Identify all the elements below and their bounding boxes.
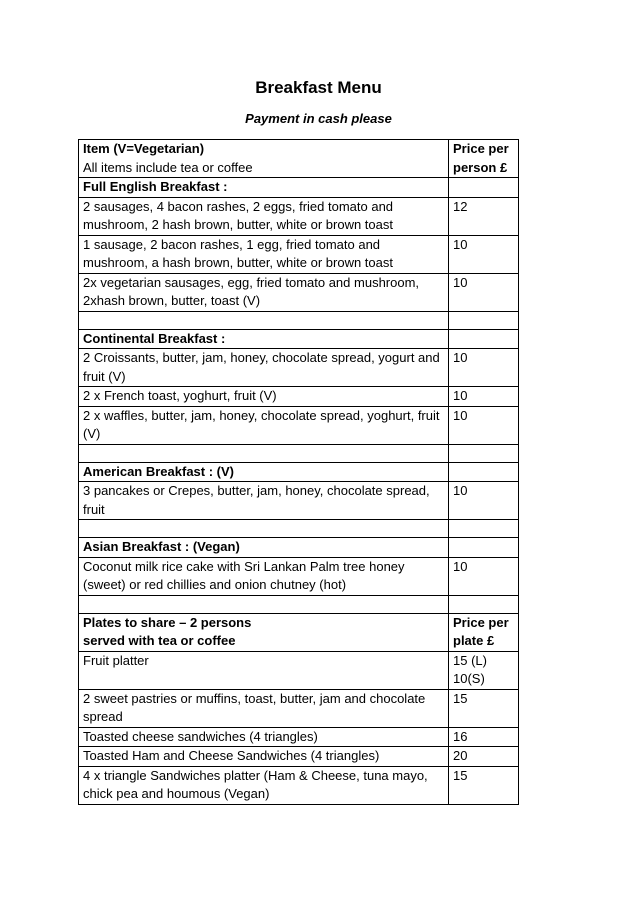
- menu-item-price: 12: [449, 197, 519, 235]
- plate-item-price: 16: [449, 727, 519, 747]
- section-heading-asian: Asian Breakfast : (Vegan): [79, 538, 449, 558]
- plate-item-price: 15: [449, 766, 519, 804]
- spacer-row: [79, 311, 519, 329]
- plate-item-row: [79, 766, 519, 804]
- plates-header-cell: [79, 613, 449, 651]
- menu-item-row: [79, 387, 519, 407]
- plate-item-price: 15: [449, 689, 519, 727]
- menu-title: Breakfast Menu: [255, 78, 382, 97]
- empty-price-cell: [449, 462, 519, 482]
- plate-item-description: Fruit platter: [79, 651, 449, 689]
- plates-subheading: served with tea or coffee: [83, 633, 236, 648]
- menu-item-description: 1 sausage, 2 bacon rashes, 1 egg, fried tomato and mushroom, a hash brown, butter, white or brown toast: [79, 235, 449, 273]
- plates-header-row: [79, 613, 519, 651]
- plate-item-description: 2 sweet pastries or muffins, toast, butter, jam and chocolate spread: [79, 689, 449, 727]
- spacer-row: [79, 520, 519, 538]
- menu-item-price: 10: [449, 557, 519, 595]
- plate-item-description: Toasted cheese sandwiches (4 triangles): [79, 727, 449, 747]
- plate-item-row: [79, 689, 519, 727]
- plates-price-header-line2: plate £: [453, 633, 495, 648]
- menu-item-description: 2 Croissants, butter, jam, honey, chocolate spread, yogurt and fruit (V): [79, 349, 449, 387]
- menu-item-row: [79, 406, 519, 444]
- menu-item-price: 10: [449, 349, 519, 387]
- price-header-cell: [449, 140, 519, 178]
- menu-item-description: Coconut milk rice cake with Sri Lankan Palm tree honey (sweet) or red chillies and onion chutney (hot): [79, 557, 449, 595]
- plate-item-row: [79, 727, 519, 747]
- plates-heading: Plates to share – 2 persons: [83, 614, 252, 630]
- spacer-row: [79, 595, 519, 613]
- empty-price-cell: [449, 178, 519, 198]
- section-heading-continental: Continental Breakfast :: [79, 329, 449, 349]
- plate-item-row: [79, 651, 519, 689]
- empty-price-cell: [449, 538, 519, 558]
- plates-price-header-line1: Price per: [453, 614, 509, 630]
- table-header-row: [79, 140, 519, 178]
- menu-item-row: [79, 197, 519, 235]
- plate-item-row: [79, 747, 519, 767]
- empty-price-cell: [449, 329, 519, 349]
- price-column-header-line1: Price per: [453, 141, 509, 156]
- plate-item-price-cell: [449, 651, 519, 689]
- payment-note: Payment in cash please: [245, 111, 392, 126]
- spacer-row: [79, 444, 519, 462]
- item-header-cell: [79, 140, 449, 178]
- menu-item-row: [79, 557, 519, 595]
- menu-item-description: 3 pancakes or Crepes, butter, jam, honey, chocolate spread, fruit: [79, 482, 449, 520]
- section-heading-row: [79, 329, 519, 349]
- price-column-header-line2: person £: [453, 159, 508, 175]
- section-heading-row: [79, 538, 519, 558]
- plates-price-header-cell: [449, 613, 519, 651]
- menu-item-price: 10: [449, 273, 519, 311]
- menu-item-row: [79, 482, 519, 520]
- plate-item-description: Toasted Ham and Cheese Sandwiches (4 triangles): [79, 747, 449, 767]
- plate-item-price-large: 15 (L): [453, 652, 487, 668]
- menu-item-row: [79, 235, 519, 273]
- menu-item-price: 10: [449, 482, 519, 520]
- section-heading-row: [79, 462, 519, 482]
- menu-table: [78, 139, 519, 805]
- plate-item-price: 20: [449, 747, 519, 767]
- tea-coffee-note: All items include tea or coffee: [83, 159, 253, 175]
- plate-item-description: 4 x triangle Sandwiches platter (Ham & Cheese, tuna mayo, chick pea and houmous (Vegan): [79, 766, 449, 804]
- menu-item-description: 2x vegetarian sausages, egg, fried tomato and mushroom, 2xhash brown, butter, toast (V): [79, 273, 449, 311]
- item-column-header: Item (V=Vegetarian): [83, 141, 205, 156]
- menu-item-row: [79, 349, 519, 387]
- section-heading-row: [79, 178, 519, 198]
- menu-item-description: 2 x French toast, yoghurt, fruit (V): [79, 387, 449, 407]
- menu-item-price: 10: [449, 406, 519, 444]
- section-heading-full-english: Full English Breakfast :: [79, 178, 449, 198]
- menu-item-description: 2 x waffles, butter, jam, honey, chocolate spread, yoghurt, fruit (V): [79, 406, 449, 444]
- menu-item-price: 10: [449, 387, 519, 407]
- plate-item-price-small: 10(S): [453, 671, 485, 686]
- menu-item-description: 2 sausages, 4 bacon rashes, 2 eggs, fried tomato and mushroom, 2 hash brown, butter, white or brown toast: [79, 197, 449, 235]
- section-heading-american: American Breakfast : (V): [79, 462, 449, 482]
- menu-item-price: 10: [449, 235, 519, 273]
- menu-item-row: [79, 273, 519, 311]
